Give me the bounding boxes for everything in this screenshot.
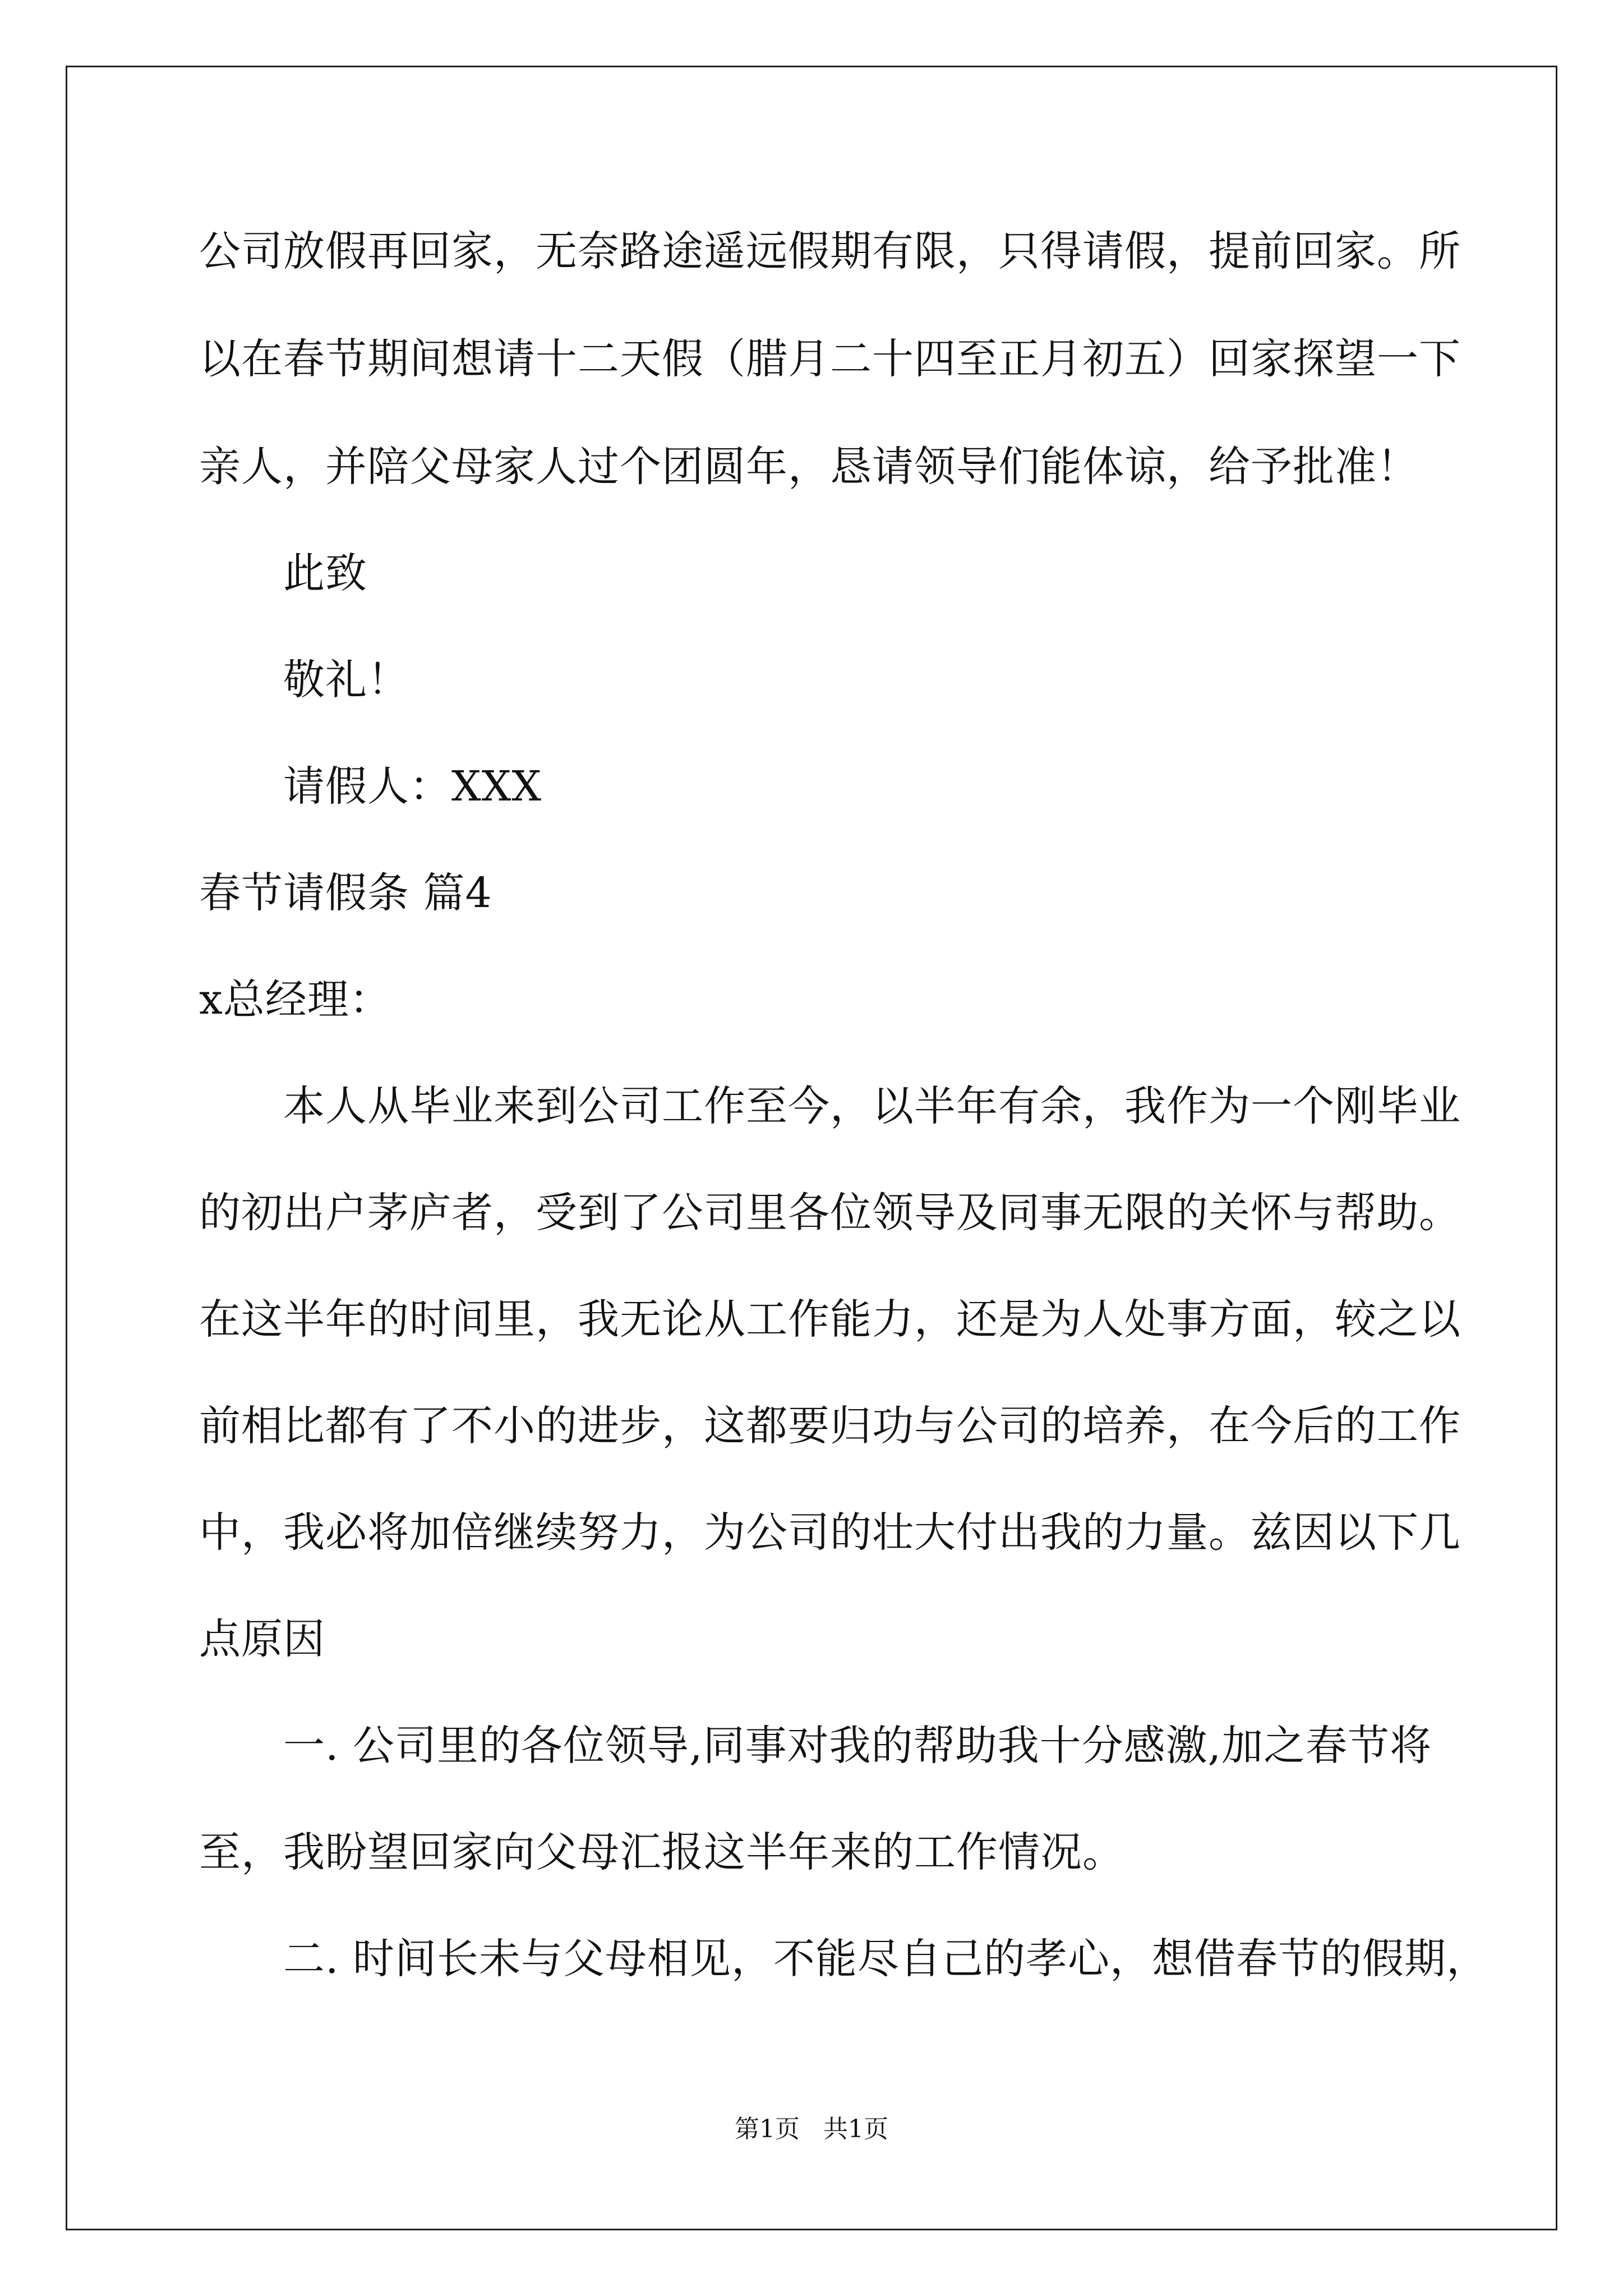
page-footer: 第1页 共1页: [735, 2115, 888, 2143]
text-line-13: 中，我必将加倍继续努力，为公司的壮大付出我的力量。兹因以下几: [199, 1508, 1461, 1557]
text-line-11: 在这半年的时间里，我无论从工作能力，还是为人处事方面，较之以: [199, 1295, 1461, 1343]
closing-salutation: 此致: [283, 549, 367, 597]
page-border: [66, 66, 1557, 2230]
closing-regards: 敬礼！: [283, 656, 409, 704]
signature-line: 请假人：XXX: [283, 762, 542, 811]
text-line-1: 公司放假再回家，无奈路途遥远假期有限，只得请假，提前回家。所: [199, 227, 1461, 275]
text-line-10: 的初出户茅庐者，受到了公司里各位领导及同事无限的关怀与帮助。: [199, 1189, 1461, 1237]
text-line-2: 以在春节期间想请十二天假（腊月二十四至正月初五）回家探望一下: [199, 335, 1461, 383]
text-line-12: 前相比都有了不小的进步，这都要归功与公司的培养，在今后的工作: [199, 1402, 1461, 1450]
text-line-9: 本人从毕业来到公司工作至今，以半年有余，我作为一个刚毕业: [283, 1082, 1461, 1130]
text-line-14: 点原因: [199, 1615, 325, 1663]
list-item-1-line-1: 一. 公司里的各位领导,同事对我的帮助我十分感激,加之春节将: [283, 1722, 1432, 1770]
section-heading: 春节请假条 篇4: [199, 869, 492, 917]
list-item-1-line-2: 至，我盼望回家向父母汇报这半年来的工作情况。: [199, 1828, 1124, 1876]
text-line-3: 亲人，并陪父母家人过个团圆年，恳请领导们能体谅，给予批准！: [199, 443, 1419, 491]
list-item-2-line-1: 二. 时间长未与父母相见，不能尽自己的孝心，想借春节的假期，: [283, 1935, 1489, 1983]
recipient-line: x总经理：: [199, 976, 391, 1024]
